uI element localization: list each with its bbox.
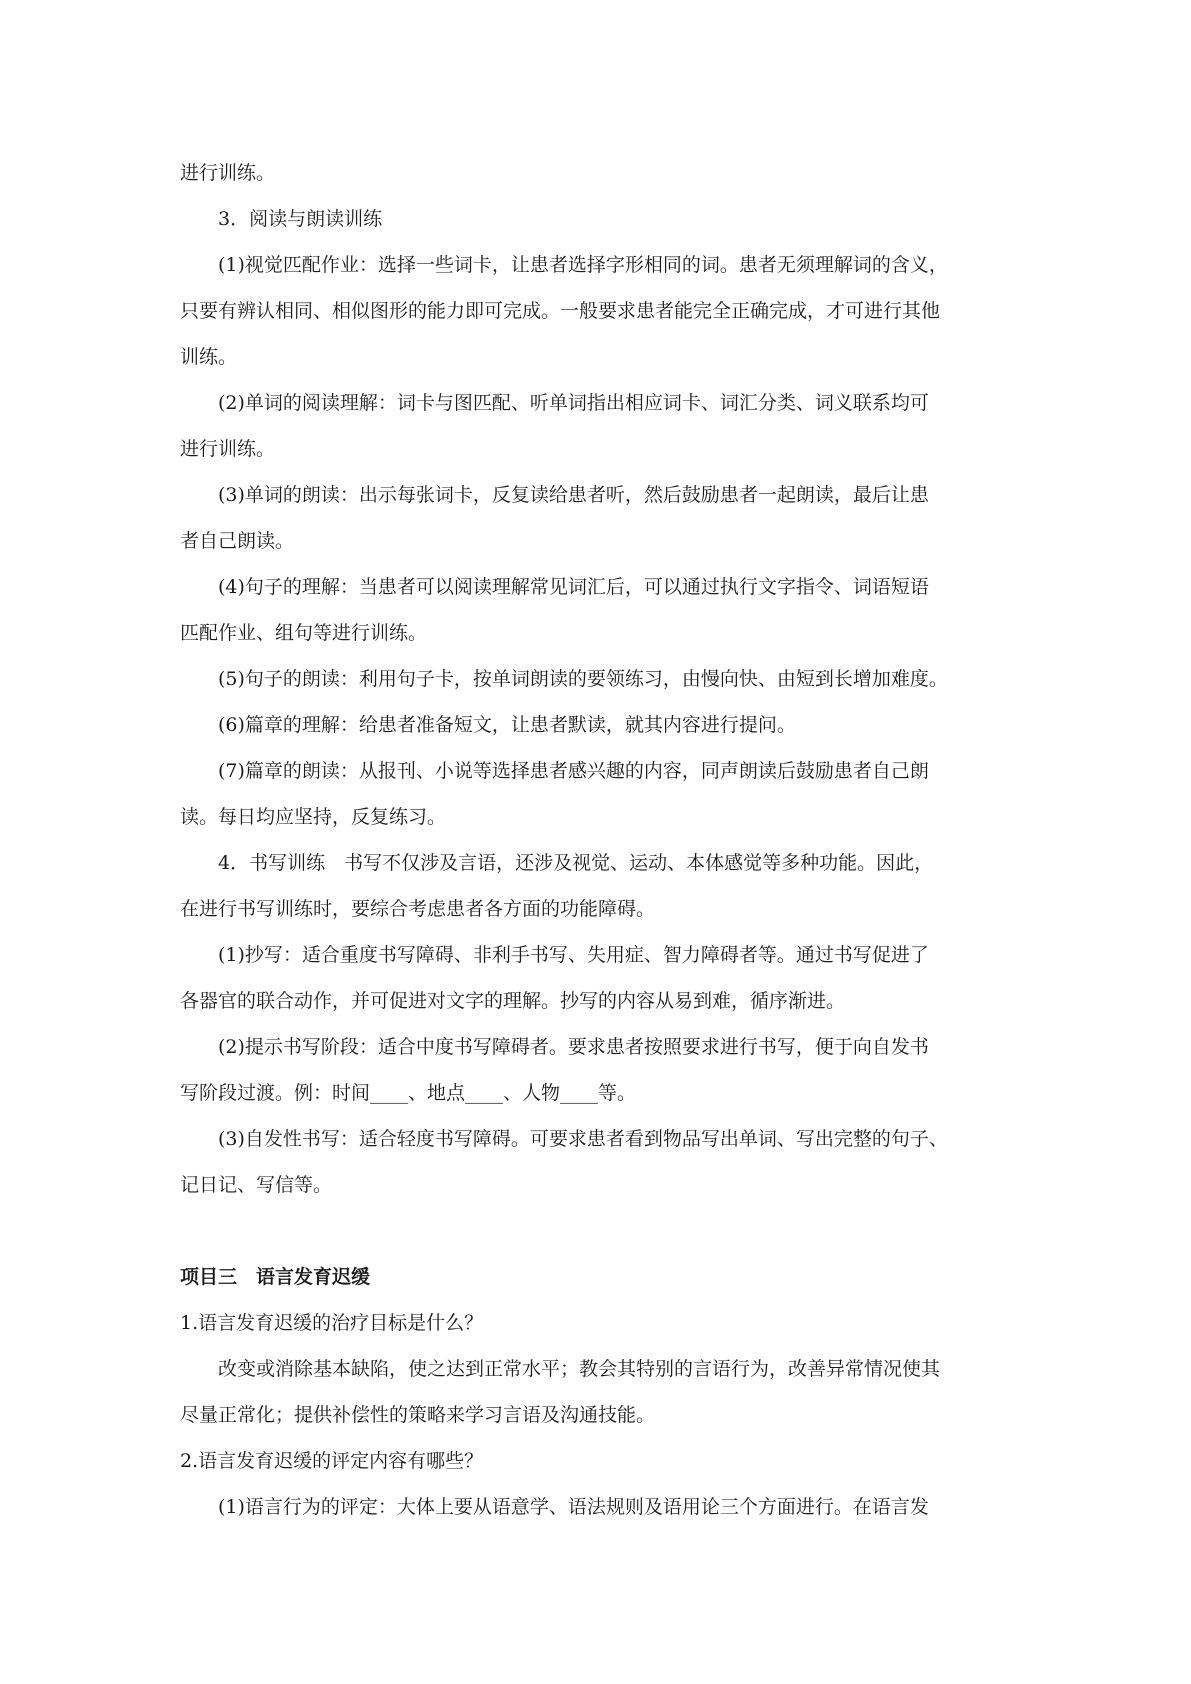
text-line: 2.语言发育迟缓的评定内容有哪些？: [180, 1450, 484, 1472]
text-line: 各器官的联合动作，并可促进对文字的理解。抄写的内容从易到难，循序渐进。: [180, 990, 846, 1012]
text-line: (1)语言行为的评定：大体上要从语意学、语法规则及语用论三个方面进行。在语言发: [218, 1496, 929, 1518]
text-line: (7)篇章的朗读：从报刊、小说等选择患者感兴趣的内容，同声朗读后鼓励患者自己朗: [218, 760, 929, 782]
document-body: [180, 150, 1010, 1530]
text-line: (3)单词的朗读：出示每张词卡，反复读给患者听，然后鼓励患者一起朗读，最后让患: [218, 484, 929, 506]
text-line: (2)单词的阅读理解：词卡与图匹配、听单词指出相应词卡、词汇分类、词义联系均可: [218, 392, 929, 414]
text-line: (4)句子的理解：当患者可以阅读理解常见词汇后，可以通过执行文字指令、词语短语: [218, 576, 929, 598]
text-line: (5)句子的朗读：利用句子卡，按单词朗读的要领练习，由慢向快、由短到长增加难度。: [218, 668, 948, 690]
section-gap: [180, 1208, 1010, 1254]
text-line: 读。每日均应坚持，反复练习。: [180, 806, 447, 828]
reading-writing-training-section: [180, 150, 1010, 1208]
text-line: 记日记、写信等。: [180, 1174, 333, 1196]
text-line: 进行训练。: [180, 438, 276, 460]
text-line: 1.语言发育迟缓的治疗目标是什么？: [180, 1312, 484, 1334]
text-line: (3)自发性书写：适合轻度书写障碍。可要求患者看到物品写出单词、写出完整的句子、: [218, 1128, 948, 1150]
text-line: 3．阅读与朗读训练: [218, 208, 383, 230]
text-line: 只要有辨认相同、相似图形的能力即可完成。一般要求患者能完全正确完成，才可进行其他: [180, 300, 941, 322]
text-line: 进行训练。: [180, 162, 276, 184]
text-line: 写阶段过渡。例：时间____、地点____、人物____等。: [180, 1082, 637, 1104]
language-delay-section: [180, 1300, 1010, 1530]
text-line: 者自己朗读。: [180, 530, 295, 552]
section-title: 项目三 语言发育迟缓: [180, 1266, 371, 1288]
text-line: 在进行书写训练时，要综合考虑患者各方面的功能障碍。: [180, 898, 656, 920]
text-line: (1)抄写：适合重度书写障碍、非利手书写、失用症、智力障碍者等。通过书写促进了: [218, 944, 929, 966]
text-line: 4．书写训练 书写不仅涉及言语，还涉及视觉、运动、本体感觉等多种功能。因此，: [218, 852, 934, 874]
text-line: 匹配作业、组句等进行训练。: [180, 622, 428, 644]
text-line: (1)视觉匹配作业：选择一些词卡，让患者选择字形相同的词。患者无须理解词的含义，: [218, 254, 948, 276]
text-line: (2)提示书写阶段：适合中度书写障碍者。要求患者按照要求进行书写，便于向自发书: [218, 1036, 929, 1058]
text-line: 改变或消除基本缺陷，使之达到正常水平；教会其特别的言语行为，改善异常情况使其: [218, 1358, 941, 1380]
text-line: 训练。: [180, 346, 238, 368]
text-line: (6)篇章的理解：给患者准备短文，让患者默读，就其内容进行提问。: [218, 714, 796, 736]
text-line: 尽量正常化；提供补偿性的策略来学习言语及沟通技能。: [180, 1404, 656, 1426]
